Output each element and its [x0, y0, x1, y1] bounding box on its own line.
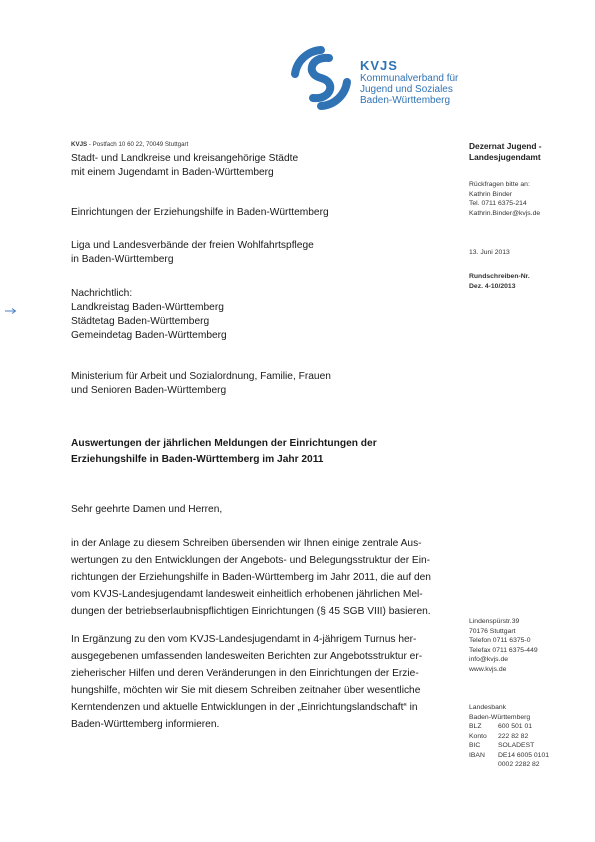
paragraph-line: wertungen zu den Entwicklungen der Angebots- und Belegungsstruktur der Ein- — [71, 555, 431, 566]
paragraph-line: hungshilfe, möchten wir Sie mit diesem Schreiben zeitnaher über wesentliche — [71, 685, 421, 696]
bank-key: BLZ — [469, 723, 482, 730]
department-line: Dezernat Jugend - — [469, 141, 542, 151]
fold-mark-arrow-icon — [5, 307, 17, 315]
recipient-line: Stadt- und Landkreise und kreisangehörige Städte — [71, 153, 299, 164]
address-line: Telefax 0711 6375-449 — [469, 646, 538, 654]
address-website[interactable]: www.kvjs.de — [469, 665, 507, 673]
office-address — [469, 617, 538, 674]
sender-address: - Postfach 10 60 22, 70049 Stuttgart — [87, 141, 189, 148]
recipient-line: mit einem Jugendamt in Baden-Württemberg — [71, 167, 274, 178]
paragraph-line: vom KVJS-Landesjugendamt landesweit einheitlich erhobenen jährlichen Mel- — [71, 589, 423, 600]
letter-subject — [71, 436, 377, 468]
bank-value: SOLADEST — [498, 742, 535, 749]
bank-details — [469, 703, 549, 770]
recipient-line: Gemeindetag Baden-Württemberg — [71, 330, 227, 341]
bank-name-line: Baden-Württemberg — [469, 713, 531, 721]
recipient-group — [71, 206, 329, 220]
recipient-group — [71, 239, 314, 267]
recipient-group — [71, 287, 227, 343]
recipient-group — [71, 152, 298, 180]
recipient-line: Einrichtungen der Erziehungshilfe in Baden-Württemberg — [71, 207, 329, 218]
logo-wordmark — [360, 58, 458, 106]
recipient-line: Nachrichtlich: — [71, 288, 133, 299]
paragraph-line: In Ergänzung zu den vom KVJS-Landesjugendamt in 4-jährigem Turnus her- — [71, 634, 417, 645]
bank-key: Konto — [469, 732, 487, 740]
recipient-group — [71, 370, 331, 398]
contact-email[interactable]: Kathrin.Binder@kvjs.de — [469, 209, 541, 217]
department-line: Landesjugendamt — [469, 152, 541, 162]
bank-value: 600 501 01 — [498, 723, 533, 730]
bank-row — [469, 732, 549, 742]
paragraph-line: Kerntendenzen und aktuelle Entwicklungen in der „Einrichtungslandschaft“ in — [71, 702, 418, 713]
bank-name-line: Landesbank — [469, 704, 507, 711]
kvjs-logo-icon — [287, 44, 355, 112]
paragraph-line: richtungen der Erziehungshilfe in Baden-Württemberg im Jahr 2011, die auf den — [71, 572, 431, 583]
paragraph-line: ausgegebenen umfassenden landesweiten Berichten zur Angebotsstruktur er- — [71, 651, 423, 662]
bank-value: DE14 6005 0101 — [498, 751, 550, 759]
bank-row — [469, 760, 549, 770]
address-line: Lindenspürstr.39 — [469, 618, 520, 625]
bank-row — [469, 722, 549, 732]
bank-key: IBAN — [469, 751, 485, 759]
recipient-line: Liga und Landesverbände der freien Wohlfahrtspflege — [71, 240, 314, 251]
contact-line: Rückfragen bitte an: — [469, 181, 530, 188]
circular-number — [469, 272, 530, 291]
bank-value: 0002 2282 82 — [498, 761, 540, 768]
recipient-line: und Senioren Baden-Württemberg — [71, 385, 227, 396]
paragraph-line: Baden-Württemberg informieren. — [71, 719, 220, 730]
circular-line: Rundschreiben-Nr. — [469, 273, 530, 280]
logo-subtitle-line: Baden-Württemberg — [360, 95, 451, 106]
contact-block — [469, 180, 540, 218]
salutation: Sehr geehrte Damen und Herren, — [71, 504, 223, 515]
contact-line: Kathrin Binder — [469, 190, 513, 198]
subject-line: Auswertungen der jährlichen Meldungen der Einrichtungen der — [71, 438, 377, 449]
body-paragraph — [71, 535, 461, 620]
logo-subtitle-line: Jugend und Soziales — [360, 84, 453, 95]
circular-line: Dez. 4-10/2013 — [469, 282, 516, 290]
recipient-line: in Baden-Württemberg — [71, 254, 174, 265]
paragraph-line: zieherischer Hilfen und deren Veränderungen in den Einrichtungen der Erzie- — [71, 668, 419, 679]
contact-line: Tel. 0711 6375-214 — [469, 200, 527, 207]
address-email[interactable]: info@kvjs.de — [469, 656, 509, 663]
address-line: Telefon 0711 6375-0 — [469, 637, 531, 644]
logo-subtitle-line: Kommunalverband für — [360, 73, 459, 84]
bank-value: 222 82 82 — [498, 732, 529, 740]
letter-date: 13. Juni 2013 — [469, 249, 510, 256]
paragraph-line: dungen der betriebserlaubnispflichtigen Einrichtungen (§ 45 SGB VIII) basieren. — [71, 606, 431, 617]
address-line: 70176 Stuttgart — [469, 627, 516, 635]
recipient-line: Ministerium für Arbeit und Sozialordnung, Familie, Frauen — [71, 371, 331, 382]
sender-org: KVJS — [71, 141, 88, 148]
paragraph-line: in der Anlage zu diesem Schreiben übersenden wir Ihnen einige zentrale Aus- — [71, 538, 422, 549]
body-paragraph — [71, 631, 461, 733]
bank-key: BIC — [469, 742, 481, 749]
sender-line — [71, 141, 188, 148]
department-heading — [469, 141, 542, 163]
recipient-line: Städtetag Baden-Württemberg — [71, 316, 210, 327]
logo-title: KVJS — [360, 58, 398, 73]
bank-row — [469, 741, 549, 751]
recipient-line: Landkreistag Baden-Württemberg — [71, 302, 224, 313]
subject-line: Erziehungshilfe in Baden-Württemberg im Jahr 2011 — [71, 454, 324, 465]
bank-row — [469, 751, 549, 761]
